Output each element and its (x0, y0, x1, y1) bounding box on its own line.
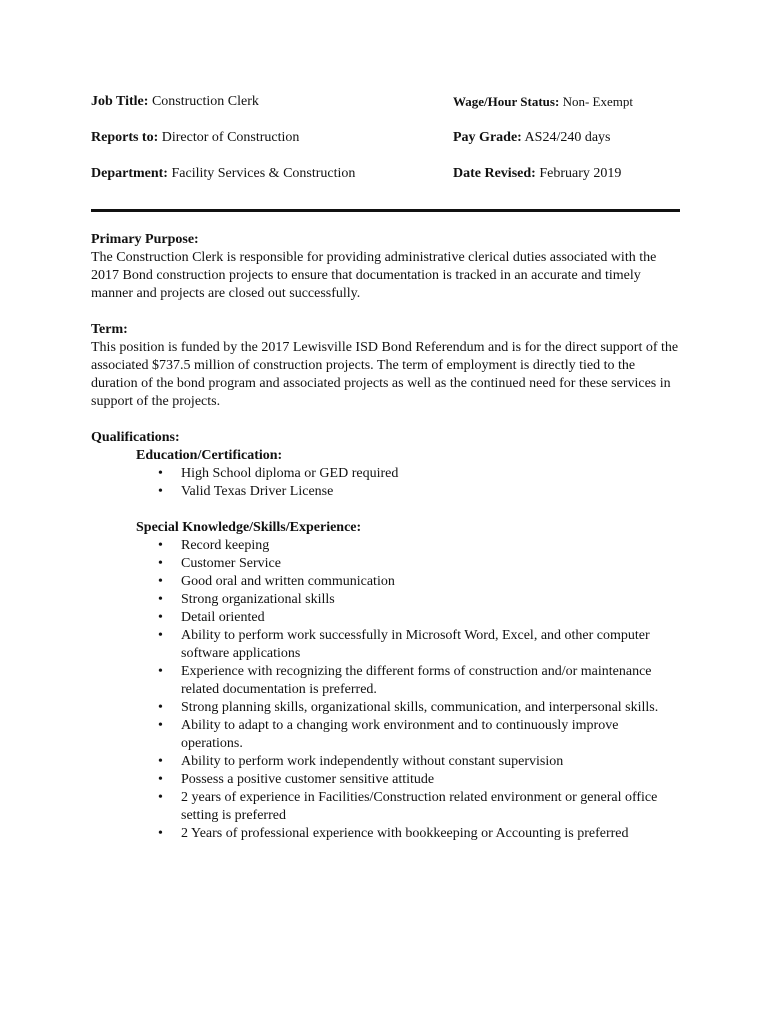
term-text: This position is funded by the 2017 Lewisville ISD Bond Referendum and is for the direct support of the associated $737.5 million of construction projects. The term of employment is directly tied to the duration of the bond program and associated projects as well as the continued need for these services in support of the projects. (91, 340, 679, 409)
header-row-1 (91, 92, 680, 128)
bullet-icon: • (158, 466, 163, 481)
wage-status-label: Wage/Hour Status: (453, 94, 560, 109)
education-list (136, 465, 680, 501)
list-item-text: Record keeping (181, 538, 270, 553)
education-subsection (136, 447, 680, 843)
pay-grade-field (453, 128, 680, 148)
qualifications-section (91, 429, 680, 843)
list-item-text: 2 years of experience in Facilities/Construction related environment or general office setting is preferred (181, 790, 658, 823)
bullet-icon: • (158, 484, 163, 499)
list-item-text: Ability to perform work independently without constant supervision (181, 754, 564, 769)
department-value: Facility Services & Construction (167, 166, 356, 181)
job-title-label: Job Title: (91, 94, 149, 109)
bullet-icon: • (158, 718, 163, 733)
department-label: Department: (91, 166, 168, 181)
bullet-icon: • (158, 538, 163, 553)
pay-grade-value: AS24/240 days (521, 130, 611, 145)
job-title-field (91, 92, 453, 112)
bullet-icon: • (158, 556, 163, 571)
date-revised-field (453, 164, 680, 184)
list-item-text: Experience with recognizing the different forms of construction and/or maintenance related documentation is preferred. (181, 664, 652, 697)
list-item (136, 555, 680, 573)
bullet-icon: • (158, 826, 163, 841)
bullet-icon: • (158, 610, 163, 625)
list-item (136, 483, 680, 501)
bullet-icon: • (158, 700, 163, 715)
reports-to-label: Reports to: (91, 130, 159, 145)
header-divider (91, 209, 680, 212)
wage-status-value: Non- Exempt (559, 94, 633, 109)
list-item (136, 771, 680, 789)
list-item-text: Detail oriented (181, 610, 265, 625)
reports-to-field (91, 128, 453, 148)
date-revised-label: Date Revised: (453, 166, 536, 181)
list-item-text: Strong planning skills, organizational skills, communication, and interpersonal skills. (181, 700, 659, 715)
term-section (91, 321, 680, 411)
header-row-3 (91, 164, 680, 200)
reports-to-value: Director of Construction (158, 130, 300, 145)
list-item (136, 663, 680, 699)
list-item-text: Ability to perform work successfully in Microsoft Word, Excel, and other computer software applications (181, 628, 650, 661)
bullet-icon: • (158, 790, 163, 805)
list-item-text: Good oral and written communication (181, 574, 395, 589)
list-item (136, 573, 680, 591)
list-item-text: Customer Service (181, 556, 281, 571)
list-item-text: Strong organizational skills (181, 592, 335, 607)
pay-grade-label: Pay Grade: (453, 130, 522, 145)
list-item (136, 699, 680, 717)
list-item (136, 627, 680, 663)
bullet-icon: • (158, 664, 163, 679)
skills-title: Special Knowledge/Skills/Experience: (136, 520, 362, 535)
primary-purpose-text: The Construction Clerk is responsible for providing administrative clerical duties associated with the 2017 Bond construction projects to ensure that documentation is tracked in an accurate and timely manner and projects are closed out successfully. (91, 250, 657, 301)
wage-status-field (453, 92, 680, 112)
list-item (136, 789, 680, 825)
list-item-text: Ability to adapt to a changing work environment and to continuously improve operations. (181, 718, 619, 751)
date-revised-value: February 2019 (535, 166, 622, 181)
list-item (136, 717, 680, 753)
list-item-text: Possess a positive customer sensitive attitude (181, 772, 435, 787)
bullet-icon: • (158, 592, 163, 607)
job-description-document (91, 92, 680, 843)
bullet-icon: • (158, 754, 163, 769)
job-title-value: Construction Clerk (148, 94, 259, 109)
skills-list (136, 537, 680, 843)
list-item-text: High School diploma or GED required (181, 466, 399, 481)
list-item (136, 591, 680, 609)
qualifications-title: Qualifications: (91, 430, 180, 445)
education-title: Education/Certification: (136, 448, 283, 463)
term-title: Term: (91, 322, 128, 337)
list-item (136, 753, 680, 771)
list-item (136, 825, 680, 843)
bullet-icon: • (158, 628, 163, 643)
list-item-text: Valid Texas Driver License (181, 484, 334, 499)
bullet-icon: • (158, 574, 163, 589)
bullet-icon: • (158, 772, 163, 787)
department-field (91, 164, 453, 184)
list-item (136, 609, 680, 627)
list-item (136, 465, 680, 483)
list-item-text: 2 Years of professional experience with bookkeeping or Accounting is preferred (181, 826, 629, 841)
list-item (136, 537, 680, 555)
header-row-2 (91, 128, 680, 164)
primary-purpose-section (91, 231, 680, 303)
primary-purpose-title: Primary Purpose: (91, 232, 199, 247)
